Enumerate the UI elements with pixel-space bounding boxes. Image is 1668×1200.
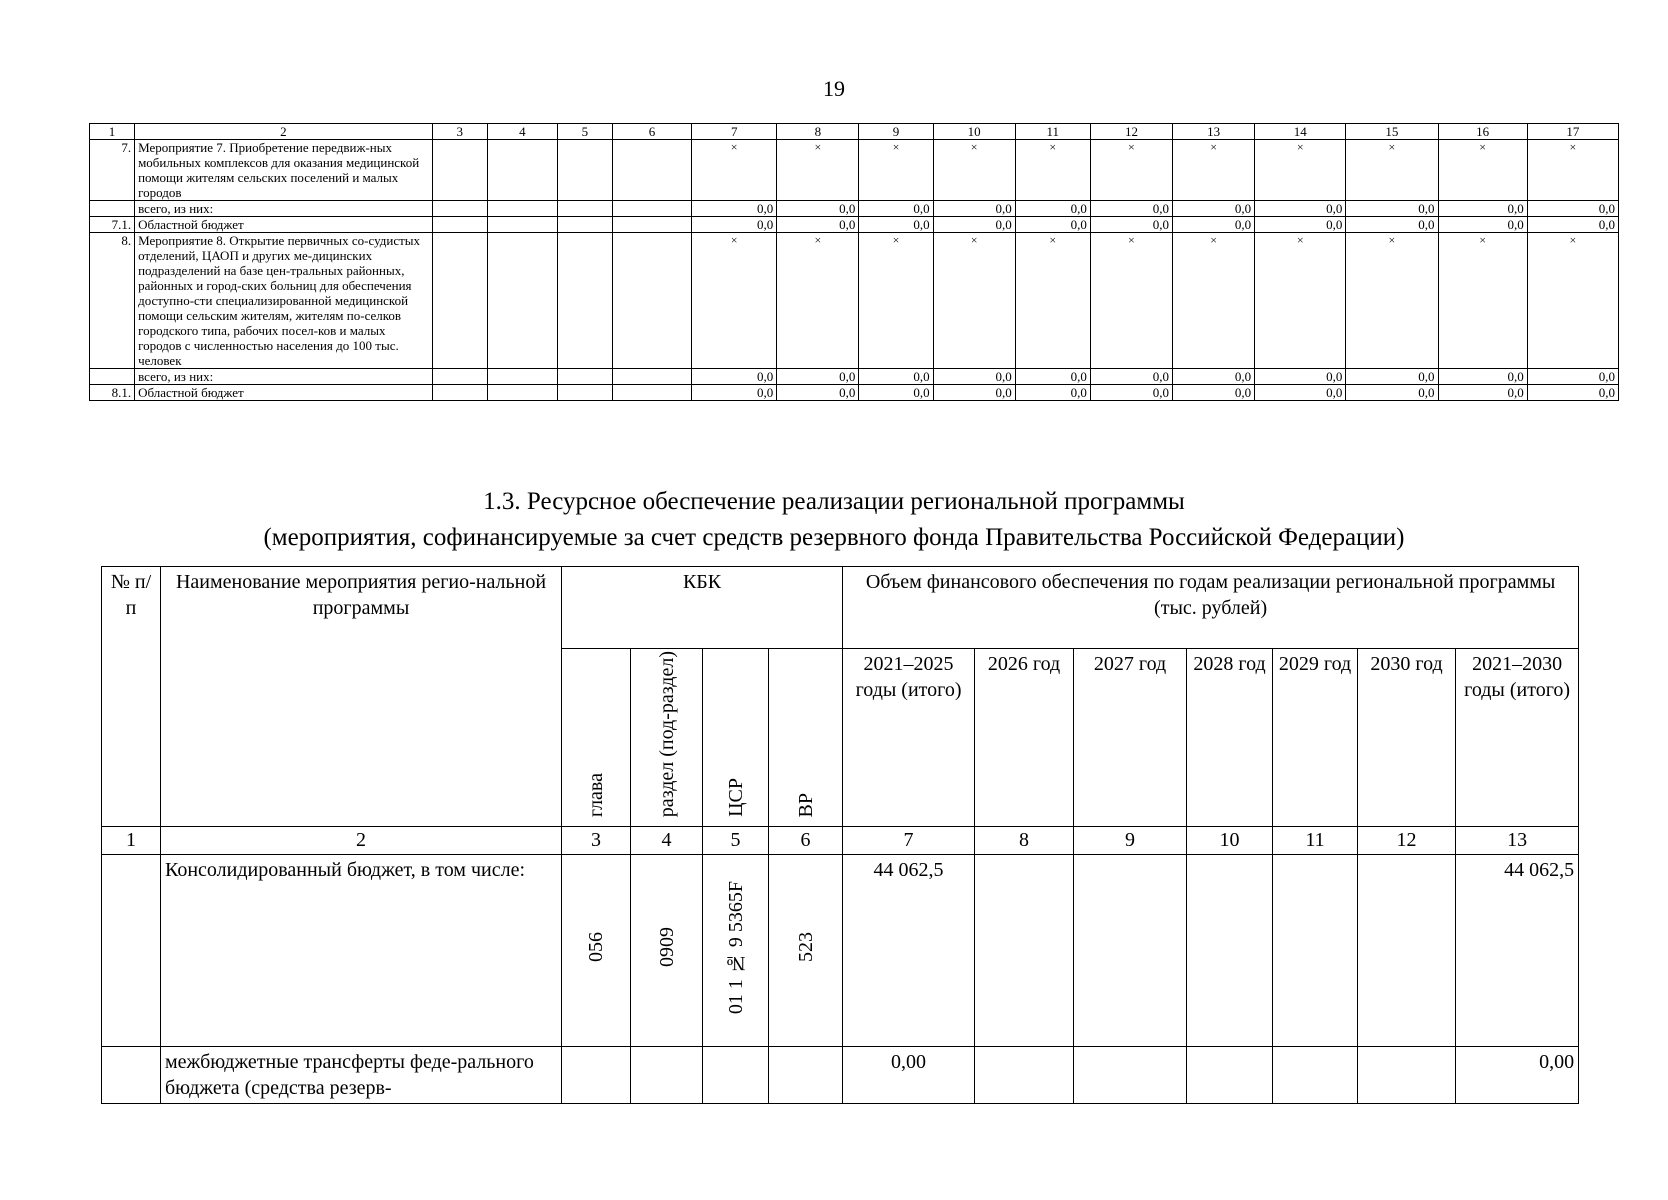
table-row xyxy=(90,201,1619,217)
value-cell: 0,0 xyxy=(1173,385,1255,401)
cross-mark: × xyxy=(1173,233,1255,369)
value-cell: 0,0 xyxy=(1090,201,1172,217)
empty-cell xyxy=(432,369,487,385)
value-cell: 0,0 xyxy=(859,385,933,401)
value-cell: 0,0 xyxy=(1015,201,1090,217)
cross-mark: × xyxy=(1015,140,1090,201)
row-number xyxy=(90,201,135,217)
row2-vr xyxy=(769,1047,843,1104)
cross-mark: × xyxy=(859,233,933,369)
upper-header-cell: 15 xyxy=(1346,124,1438,140)
header-year-2028: 2028 год xyxy=(1187,649,1273,827)
column-number: 10 xyxy=(1187,827,1273,855)
cross-mark: × xyxy=(692,140,777,201)
header-year-2027: 2027 год xyxy=(1074,649,1187,827)
column-number: 3 xyxy=(562,827,631,855)
value-cell: 0,0 xyxy=(933,201,1015,217)
table-row xyxy=(90,233,1619,369)
table-row xyxy=(90,217,1619,233)
upper-header-cell: 10 xyxy=(933,124,1015,140)
column-number: 13 xyxy=(1456,827,1579,855)
column-number: 6 xyxy=(769,827,843,855)
header-kbk-csr: ЦСР xyxy=(703,649,769,827)
upper-header-cell: 1 xyxy=(90,124,135,140)
row2-2021-2030: 0,00 xyxy=(1456,1047,1579,1104)
header-num: № п/п xyxy=(102,567,161,827)
row1-2021-2025: 44 062,5 xyxy=(843,855,975,1047)
value-cell: 0,0 xyxy=(933,385,1015,401)
row-name: Мероприятие 7. Приобретение передвиж-ных мобильных комплексов для оказания медицинской помощи жителям сельских поселений и малых городов xyxy=(135,140,433,201)
upper-header-cell: 6 xyxy=(612,124,691,140)
header-year-2030: 2030 год xyxy=(1358,649,1456,827)
upper-header-cell: 3 xyxy=(432,124,487,140)
row-number: 8.1. xyxy=(90,385,135,401)
value-cell: 0,0 xyxy=(777,369,859,385)
section-title: 1.3. Ресурсное обеспечение реализации региональной программы xyxy=(483,488,1185,515)
row2-2021-2025: 0,00 xyxy=(843,1047,975,1104)
cross-mark: × xyxy=(1015,233,1090,369)
header-kbk-vr: ВР xyxy=(769,649,843,827)
row2-2026 xyxy=(975,1047,1074,1104)
value-cell: 0,0 xyxy=(1527,217,1618,233)
row1-glava: 056 xyxy=(562,855,631,1047)
empty-cell xyxy=(612,385,691,401)
row-number: 7. xyxy=(90,140,135,201)
cross-mark: × xyxy=(777,233,859,369)
row2-name: межбюджетные трансферты феде-рального бюджета (средства резерв- xyxy=(161,1047,562,1104)
upper-header-cell: 9 xyxy=(859,124,933,140)
value-cell: 0,0 xyxy=(1438,201,1527,217)
empty-cell xyxy=(487,217,557,233)
row1-2027 xyxy=(1074,855,1187,1047)
empty-cell xyxy=(557,140,612,201)
row2-glava xyxy=(562,1047,631,1104)
table-row xyxy=(102,855,1579,1047)
column-number: 9 xyxy=(1074,827,1187,855)
cross-mark: × xyxy=(933,233,1015,369)
empty-cell xyxy=(432,385,487,401)
empty-cell xyxy=(487,385,557,401)
column-number: 2 xyxy=(161,827,562,855)
value-cell: 0,0 xyxy=(1173,217,1255,233)
value-cell: 0,0 xyxy=(1438,369,1527,385)
cross-mark: × xyxy=(1527,233,1618,369)
empty-cell xyxy=(557,385,612,401)
cross-mark: × xyxy=(692,233,777,369)
row-number: 8. xyxy=(90,233,135,369)
value-cell: 0,0 xyxy=(1015,385,1090,401)
empty-cell xyxy=(487,140,557,201)
table-row xyxy=(102,1047,1579,1104)
row1-vr: 523 xyxy=(769,855,843,1047)
value-cell: 0,0 xyxy=(692,201,777,217)
upper-header-cell: 16 xyxy=(1438,124,1527,140)
upper-table xyxy=(89,123,1619,401)
value-cell: 0,0 xyxy=(1255,217,1346,233)
empty-cell xyxy=(557,369,612,385)
cross-mark: × xyxy=(1438,233,1527,369)
column-number: 1 xyxy=(102,827,161,855)
value-cell: 0,0 xyxy=(1090,369,1172,385)
row1-razdel: 0909 xyxy=(631,855,703,1047)
table-row xyxy=(90,369,1619,385)
upper-header-cell: 12 xyxy=(1090,124,1172,140)
row1-2028 xyxy=(1187,855,1273,1047)
row-number xyxy=(90,369,135,385)
row2-2028 xyxy=(1187,1047,1273,1104)
value-cell: 0,0 xyxy=(1346,385,1438,401)
cross-mark: × xyxy=(1255,140,1346,201)
value-cell: 0,0 xyxy=(1346,217,1438,233)
value-cell: 0,0 xyxy=(777,217,859,233)
row-name: Областной бюджет xyxy=(135,217,433,233)
value-cell: 0,0 xyxy=(1015,369,1090,385)
value-cell: 0,0 xyxy=(1346,201,1438,217)
value-cell: 0,0 xyxy=(1438,385,1527,401)
cross-mark: × xyxy=(1090,140,1172,201)
upper-header-cell: 17 xyxy=(1527,124,1618,140)
header-name: Наименование мероприятия регио-нальной программы xyxy=(161,567,562,827)
section-subtitle: (мероприятия, софинансируемые за счет средств резервного фонда Правительства Российской Федерации) xyxy=(263,524,1405,551)
upper-header-cell: 4 xyxy=(487,124,557,140)
row-name: всего, из них: xyxy=(135,201,433,217)
value-cell: 0,0 xyxy=(1255,385,1346,401)
empty-cell xyxy=(612,233,691,369)
cross-mark: × xyxy=(1346,233,1438,369)
value-cell: 0,0 xyxy=(1173,369,1255,385)
column-number: 8 xyxy=(975,827,1074,855)
row2-2029 xyxy=(1273,1047,1358,1104)
value-cell: 0,0 xyxy=(777,201,859,217)
cross-mark: × xyxy=(859,140,933,201)
column-number: 4 xyxy=(631,827,703,855)
column-number: 7 xyxy=(843,827,975,855)
row-name: Мероприятие 8. Открытие первичных со-судистых отделений, ЦАОП и других ме-дицинских подразделений на базе цен-тральных районных, районных и город-ских больниц для обеспечения доступно-сти специализированной медицинской помощи сельским жителям, жителям по-селков городского типа, рабочих посел-ков и малых городов с численностью населения до 100 тыс. человек xyxy=(135,233,433,369)
value-cell: 0,0 xyxy=(1090,385,1172,401)
cross-mark: × xyxy=(933,140,1015,201)
column-number: 11 xyxy=(1273,827,1358,855)
empty-cell xyxy=(557,217,612,233)
empty-cell xyxy=(432,233,487,369)
row-number: 7.1. xyxy=(90,217,135,233)
header-volume: Объем финансового обеспечения по годам реализации региональной программы (тыс. рублей) xyxy=(843,567,1579,649)
row1-2029 xyxy=(1273,855,1358,1047)
value-cell: 0,0 xyxy=(1015,217,1090,233)
row-name: всего, из них: xyxy=(135,369,433,385)
value-cell: 0,0 xyxy=(777,385,859,401)
value-cell: 0,0 xyxy=(1255,369,1346,385)
value-cell: 0,0 xyxy=(692,217,777,233)
value-cell: 0,0 xyxy=(1255,201,1346,217)
table-row xyxy=(90,140,1619,201)
value-cell: 0,0 xyxy=(692,369,777,385)
upper-header-cell: 5 xyxy=(557,124,612,140)
row-name: Областной бюджет xyxy=(135,385,433,401)
empty-cell xyxy=(612,217,691,233)
value-cell: 0,0 xyxy=(859,369,933,385)
header-year-2021-2025: 2021–2025 годы (итого) xyxy=(843,649,975,827)
table-row xyxy=(90,385,1619,401)
value-cell: 0,0 xyxy=(933,369,1015,385)
empty-cell xyxy=(432,201,487,217)
empty-cell xyxy=(432,217,487,233)
cross-mark: × xyxy=(777,140,859,201)
upper-header-cell: 14 xyxy=(1255,124,1346,140)
row2-2027 xyxy=(1074,1047,1187,1104)
row2-razdel xyxy=(631,1047,703,1104)
header-kbk-glava: глава xyxy=(562,649,631,827)
cross-mark: × xyxy=(1255,233,1346,369)
column-number: 5 xyxy=(703,827,769,855)
cross-mark: × xyxy=(1527,140,1618,201)
empty-cell xyxy=(612,369,691,385)
empty-cell xyxy=(557,233,612,369)
numbering-row xyxy=(102,827,1579,855)
page-number: 19 xyxy=(823,76,845,101)
header-kbk-razdel: раздел (под-раздел) xyxy=(631,649,703,827)
upper-table-header xyxy=(90,124,1619,140)
value-cell: 0,0 xyxy=(1173,201,1255,217)
cross-mark: × xyxy=(1346,140,1438,201)
row2-2030 xyxy=(1358,1047,1456,1104)
empty-cell xyxy=(432,140,487,201)
empty-cell xyxy=(487,233,557,369)
row1-name: Консолидированный бюджет, в том числе: xyxy=(161,855,562,1047)
value-cell: 0,0 xyxy=(692,385,777,401)
value-cell: 0,0 xyxy=(933,217,1015,233)
row1-csr: 01 1 № 9 5365F xyxy=(703,855,769,1047)
value-cell: 0,0 xyxy=(1346,369,1438,385)
value-cell: 0,0 xyxy=(1090,217,1172,233)
upper-header-cell: 8 xyxy=(777,124,859,140)
cross-mark: × xyxy=(1438,140,1527,201)
empty-cell xyxy=(487,201,557,217)
empty-cell xyxy=(487,369,557,385)
empty-cell xyxy=(612,201,691,217)
header-year-2029: 2029 год xyxy=(1273,649,1358,827)
upper-header-cell: 2 xyxy=(135,124,433,140)
value-cell: 0,0 xyxy=(1527,385,1618,401)
upper-header-cell: 13 xyxy=(1173,124,1255,140)
value-cell: 0,0 xyxy=(859,201,933,217)
upper-header-cell: 7 xyxy=(692,124,777,140)
upper-header-cell: 11 xyxy=(1015,124,1090,140)
row1-num xyxy=(102,855,161,1047)
empty-cell xyxy=(612,140,691,201)
row1-2030 xyxy=(1358,855,1456,1047)
cross-mark: × xyxy=(1090,233,1172,369)
row1-2021-2030: 44 062,5 xyxy=(1456,855,1579,1047)
column-number: 12 xyxy=(1358,827,1456,855)
empty-cell xyxy=(557,201,612,217)
value-cell: 0,0 xyxy=(1527,201,1618,217)
cross-mark: × xyxy=(1173,140,1255,201)
value-cell: 0,0 xyxy=(1527,369,1618,385)
header-year-2021-2030: 2021–2030 годы (итого) xyxy=(1456,649,1579,827)
header-year-2026: 2026 год xyxy=(975,649,1074,827)
value-cell: 0,0 xyxy=(859,217,933,233)
header-kbk: КБК xyxy=(562,567,843,649)
lower-table xyxy=(101,566,1579,1104)
row1-2026 xyxy=(975,855,1074,1047)
row2-csr xyxy=(703,1047,769,1104)
value-cell: 0,0 xyxy=(1438,217,1527,233)
row2-num xyxy=(102,1047,161,1104)
